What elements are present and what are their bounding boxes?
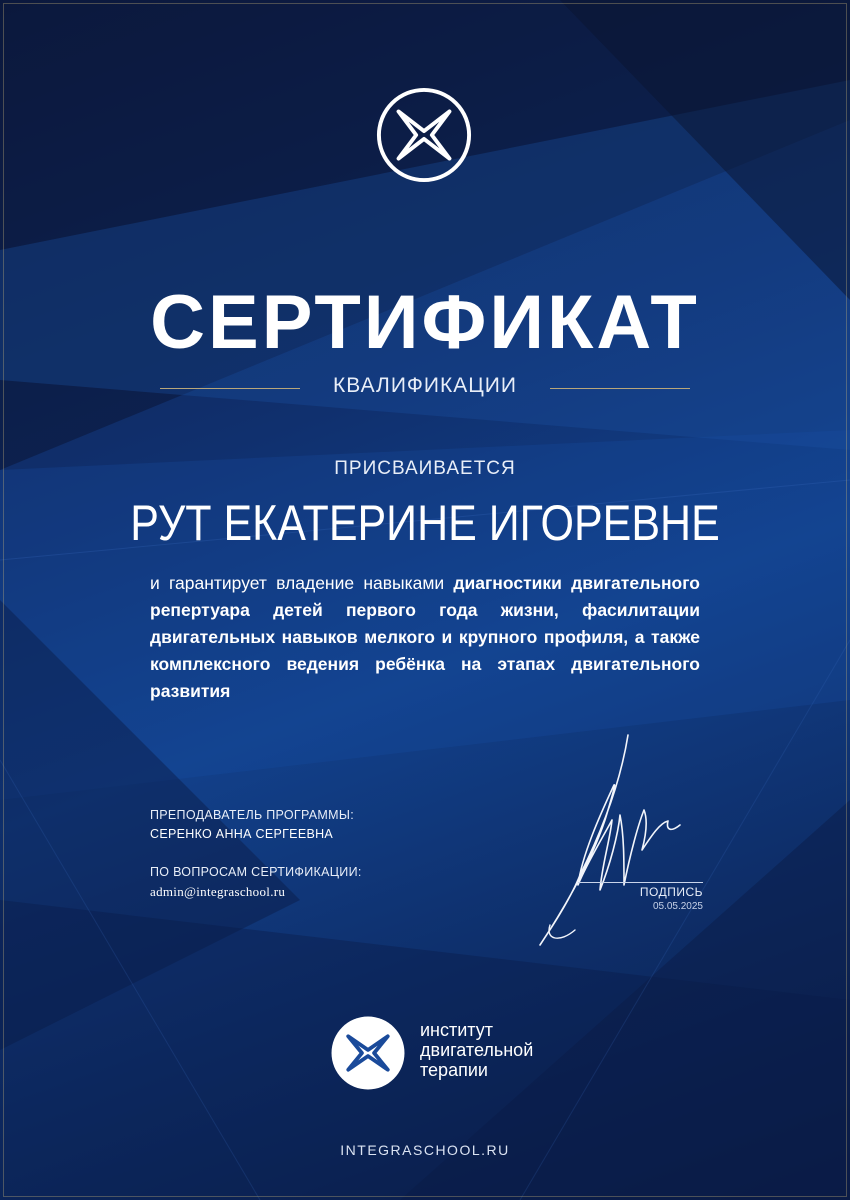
institute-line-2: двигательной: [420, 1040, 534, 1060]
signature-date: 05.05.2025: [652, 901, 703, 912]
assigned-label: ПРИСВАИВАЕТСЯ: [334, 458, 516, 479]
teacher-name: СЕРЕНКО АННА СЕРГЕЕВНА: [150, 827, 334, 841]
certificate-body: [150, 570, 700, 705]
x-logo-icon: [375, 86, 473, 184]
contact-label: ПО ВОПРОСАМ СЕРТИФИКАЦИИ:: [150, 865, 362, 879]
website-link[interactable]: INTEGRASCHOOL.RU: [340, 1142, 510, 1158]
signature-label: ПОДПИСЬ: [639, 885, 703, 899]
body-skills: диагностики двигательного репертуара детей первого года жизни, фасилитации двигательных навыков мелкого и крупного профиля, а также комплексного ведения ребёнка на этапах двигательного развития: [150, 573, 700, 701]
x-logo-icon: [330, 1015, 406, 1091]
institute-line-1: институт: [420, 1020, 493, 1040]
recipient-name: РУТ ЕКАТЕРИНЕ ИГОРЕВНЕ: [130, 495, 720, 551]
certificate-subtitle: КВАЛИФИКАЦИИ: [333, 374, 517, 397]
teacher-label: ПРЕПОДАВАТЕЛЬ ПРОГРАММЫ:: [150, 808, 354, 822]
teacher-block: [150, 806, 354, 844]
contact-email[interactable]: admin@integraschool.ru: [150, 884, 286, 899]
certificate-title: СЕРТИФИКАТ: [150, 280, 700, 365]
body-intro: и гарантирует владение навыками: [150, 573, 454, 593]
contact-block: [150, 863, 362, 901]
divider-right: [550, 388, 690, 389]
signature-image: [520, 725, 720, 955]
subtitle-row: [160, 372, 690, 404]
institute-line-3: терапии: [420, 1060, 488, 1080]
signature-line: [578, 882, 703, 883]
institute-name: [420, 1020, 533, 1080]
